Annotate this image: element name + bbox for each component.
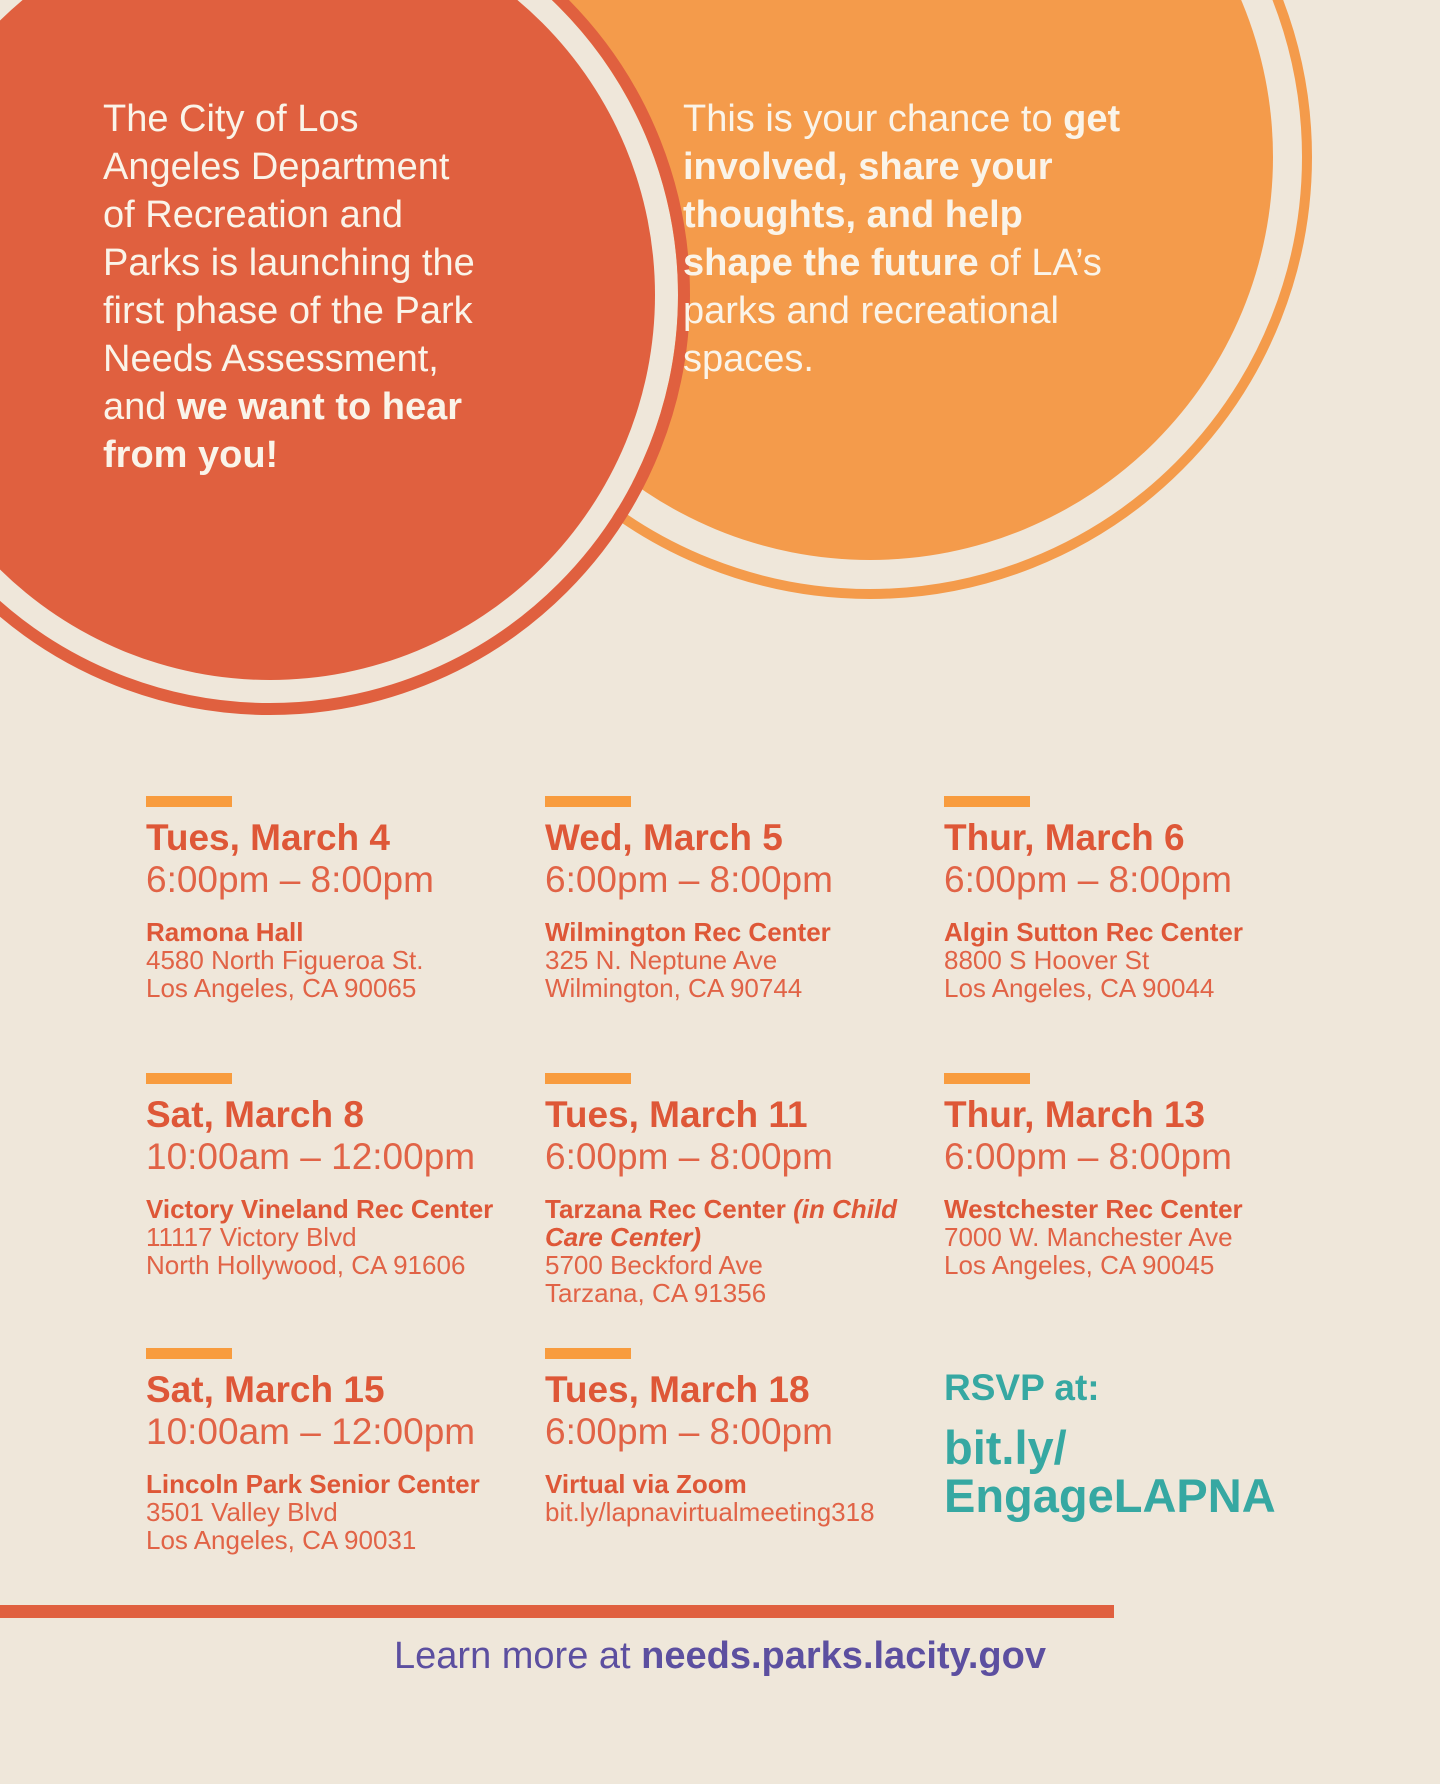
- event-date: Sat, March 15: [146, 1369, 385, 1410]
- event-card-7: [146, 1348, 518, 1554]
- footer-text: [0, 1634, 1440, 1678]
- event-card-2: [545, 796, 917, 1002]
- event-venue: [545, 1195, 917, 1251]
- event-venue: Victory Vineland Rec Center: [146, 1194, 494, 1224]
- event-date: Tues, March 11: [545, 1094, 808, 1135]
- event-card-3: [944, 796, 1316, 1002]
- rsvp-label: RSVP at:: [944, 1367, 1100, 1408]
- event-address-line2: Los Angeles, CA 90044: [944, 973, 1215, 1003]
- event-venue: Algin Sutton Rec Center: [944, 917, 1244, 947]
- event-address-line2: North Hollywood, CA 91606: [146, 1250, 466, 1280]
- event-address-line2: Los Angeles, CA 90031: [146, 1525, 417, 1555]
- event-date: Thur, March 6: [944, 817, 1185, 858]
- event-address-line1: 11117 Victory Blvd: [146, 1222, 357, 1252]
- footer-site-link[interactable]: needs.parks.lacity.gov: [641, 1635, 1046, 1677]
- event-time: 10:00am – 12:00pm: [146, 1136, 476, 1177]
- event-venue-note: (in Child Care Center): [545, 1194, 898, 1252]
- event-card-4: [146, 1073, 518, 1279]
- event-accent-bar: [944, 1073, 1030, 1084]
- event-virtual-meeting-link[interactable]: bit.ly/lapnavirtualmeeting318: [545, 1497, 875, 1527]
- cta-text-regular-2: of LA’s parks and recreational spaces.: [683, 242, 1102, 380]
- event-venue: Westchester Rec Center: [944, 1194, 1243, 1224]
- cta-text-regular-1: This is your chance to: [683, 98, 1064, 140]
- event-venue: Virtual via Zoom: [545, 1469, 747, 1499]
- rsvp-link[interactable]: [944, 1421, 1364, 1522]
- event-date: Tues, March 18: [545, 1369, 810, 1410]
- event-address-line1: 3501 Valley Blvd: [146, 1497, 338, 1527]
- cta-text-bold: get involved, share your thoughts, and help shape the future: [683, 98, 1121, 284]
- event-accent-bar: [545, 796, 631, 807]
- event-address-line1: 4580 North Figueroa St.: [146, 945, 424, 975]
- event-card-6: [944, 1073, 1316, 1279]
- event-address-line2: Tarzana, CA 91356: [545, 1278, 767, 1308]
- event-time: 6:00pm – 8:00pm: [545, 1136, 833, 1177]
- event-address-line2: Wilmington, CA 90744: [545, 973, 803, 1003]
- event-accent-bar: [545, 1073, 631, 1084]
- event-accent-bar: [545, 1348, 631, 1359]
- intro-text-regular: The City of Los Angeles Department of Recreation and Parks is launching the first phase of the Park Needs Assessment, and: [103, 98, 475, 428]
- event-accent-bar: [146, 796, 232, 807]
- footer-learn-more-label: Learn more at: [394, 1635, 642, 1677]
- event-time: 6:00pm – 8:00pm: [944, 1136, 1232, 1177]
- event-time: 6:00pm – 8:00pm: [146, 859, 434, 900]
- event-address-line1: 5700 Beckford Ave: [545, 1250, 763, 1280]
- event-accent-bar: [944, 796, 1030, 807]
- event-time: 6:00pm – 8:00pm: [545, 859, 833, 900]
- event-address-line2: Los Angeles, CA 90045: [944, 1250, 1215, 1280]
- event-time: 6:00pm – 8:00pm: [944, 859, 1232, 900]
- event-venue: Ramona Hall: [146, 917, 304, 947]
- event-time: 10:00am – 12:00pm: [146, 1411, 476, 1452]
- event-card-5: [545, 1073, 917, 1307]
- event-date: Tues, March 4: [146, 817, 391, 858]
- rsvp-block: [944, 1348, 1364, 1520]
- event-address-line1: 325 N. Neptune Ave: [545, 945, 778, 975]
- event-address-line1: 8800 S Hoover St: [944, 945, 1150, 975]
- event-address-line2: Los Angeles, CA 90065: [146, 973, 417, 1003]
- intro-text-bold: we want to hear from you!: [103, 386, 463, 476]
- footer-divider-bar: [0, 1605, 1114, 1618]
- event-venue: Lincoln Park Senior Center: [146, 1469, 480, 1499]
- event-date: Wed, March 5: [545, 817, 783, 858]
- event-date: Sat, March 8: [146, 1094, 364, 1135]
- event-accent-bar: [146, 1348, 232, 1359]
- event-card-1: [146, 796, 518, 1002]
- rsvp-link-line2[interactable]: EngageLAPNA: [944, 1469, 1276, 1522]
- rsvp-link-line1[interactable]: bit.ly/: [944, 1421, 1067, 1474]
- intro-text: [103, 95, 475, 479]
- event-time: 6:00pm – 8:00pm: [545, 1411, 833, 1452]
- event-venue: Wilmington Rec Center: [545, 917, 831, 947]
- event-address-line1: 7000 W. Manchester Ave: [944, 1222, 1233, 1252]
- event-card-8: [545, 1348, 917, 1526]
- cta-text: [683, 95, 1121, 383]
- event-venue-name: Tarzana Rec Center: [545, 1194, 786, 1224]
- event-accent-bar: [146, 1073, 232, 1084]
- event-date: Thur, March 13: [944, 1094, 1206, 1135]
